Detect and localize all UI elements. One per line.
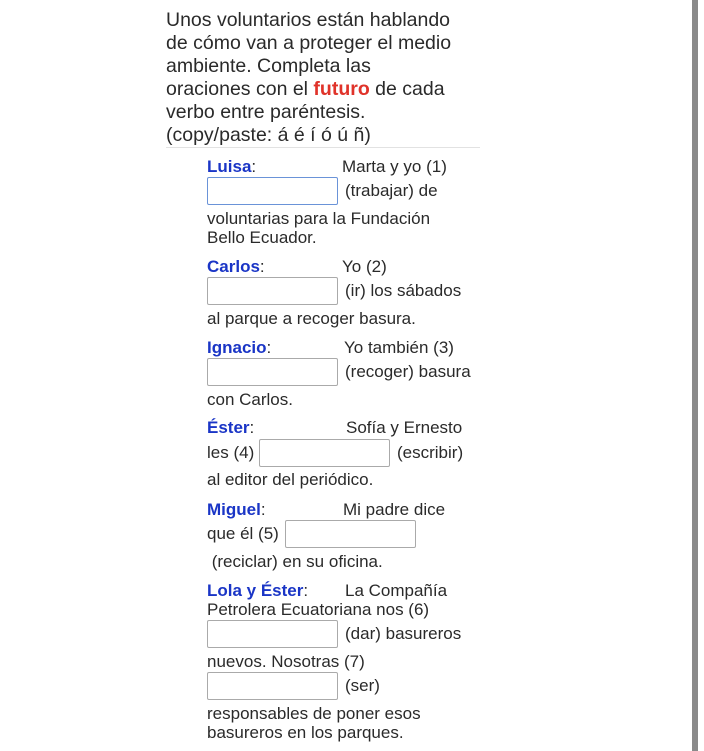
item-6-verb: (dar) basureros (345, 624, 462, 643)
item-1-verb: (trabajar) de (345, 181, 438, 200)
answer-2-input[interactable] (207, 277, 338, 305)
answer-5-input[interactable] (285, 520, 416, 548)
item-6-speaker-line (207, 581, 308, 601)
speaker-carlos: Carlos (207, 257, 260, 276)
answer-1-input[interactable] (207, 177, 338, 205)
item-6-cont-1: Petrolera Ecuatoriana nos (6) (207, 600, 430, 619)
item-4-speaker-line (207, 418, 254, 438)
item-7-cont-1: responsables de poner esos (207, 704, 421, 723)
item-1-cont-1: voluntarias para la Fundación (207, 209, 431, 228)
speaker-colon: : (249, 418, 255, 437)
speaker-colon: : (266, 338, 272, 357)
answer-4-input[interactable] (259, 439, 390, 467)
speaker-miguel: Miguel (207, 500, 261, 519)
item-4-lead: Sofía y Ernesto (346, 418, 463, 437)
answer-7-input[interactable] (207, 672, 338, 700)
speaker-colon: : (260, 500, 266, 519)
page-scrollbar[interactable] (692, 0, 698, 751)
item-7-cont-2: basureros en los parques. (207, 723, 404, 742)
speaker-colon: : (303, 581, 309, 600)
item-5-cont-1: (reciclar) en su oficina. (207, 552, 383, 571)
item-2-cont-1: al parque a recoger basura. (207, 309, 416, 328)
item-5-before: que él (5) (207, 524, 279, 543)
speaker-ignacio: Ignacio (207, 338, 267, 357)
instructions-line-4 (166, 78, 482, 101)
speaker-colon: : (259, 257, 265, 276)
item-2-speaker-line (207, 257, 265, 277)
item-4-before: les (4) (207, 443, 255, 462)
instructions-line-1: Unos voluntarios están hablando (166, 9, 451, 31)
item-1-lead: Marta y yo (1) (342, 157, 447, 176)
item-3-speaker-line (207, 338, 271, 358)
item-1-cont-2: Bello Ecuador. (207, 228, 317, 247)
item-6-lead: La Compañía (345, 581, 448, 600)
item-3-cont-1: con Carlos. (207, 390, 293, 409)
item-5-lead: Mi padre dice (343, 500, 446, 519)
speaker-lola-y-ester: Lola y Éster (207, 581, 304, 600)
item-3-lead: Yo también (3) (344, 338, 454, 357)
item-3-verb: (recoger) basura (345, 362, 471, 381)
item-7-verb: (ser) (345, 676, 380, 695)
divider (166, 147, 480, 148)
tense-highlight: futuro (313, 78, 370, 100)
item-5-speaker-line (207, 500, 266, 520)
item-2-lead: Yo (2) (342, 257, 387, 276)
answer-3-input[interactable] (207, 358, 338, 386)
speaker-ester: Éster (207, 418, 250, 437)
item-2-verb: (ir) los sábados (345, 281, 462, 300)
instructions-line-3: ambiente. Completa las (166, 55, 371, 77)
instructions-line-6: (copy/paste: á é í ó ú ñ) (166, 124, 371, 146)
answer-6-input[interactable] (207, 620, 338, 648)
item-7-lead: nuevos. Nosotras (7) (207, 652, 365, 671)
speaker-luisa: Luisa (207, 157, 252, 176)
instructions-line-5: verbo entre paréntesis. (166, 101, 366, 123)
item-4-verb: (escribir) (397, 443, 464, 462)
item-4-cont-1: al editor del periódico. (207, 470, 374, 489)
instructions-text: de cada (369, 78, 445, 100)
instructions (166, 9, 482, 147)
instructions-line-2: de cómo van a proteger el medio (166, 32, 452, 54)
instructions-text: oraciones con el (166, 78, 314, 100)
speaker-colon: : (251, 157, 257, 176)
item-1-speaker-line (207, 157, 256, 177)
